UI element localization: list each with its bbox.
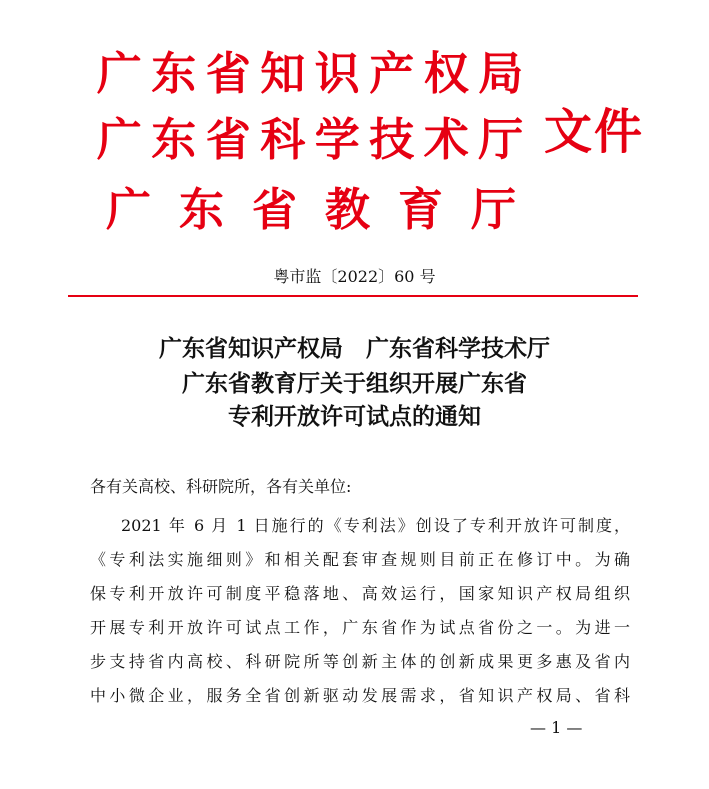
agency-character: 东	[178, 182, 224, 236]
body-line: 中小微企业，服务全省创新驱动发展需求，省知识产权局、省科	[90, 686, 630, 705]
agency-character: 东	[151, 46, 197, 100]
body-line: 保专利开放许可制度平稳落地、高效运行，国家知识产权局组织	[90, 584, 630, 603]
document-title-line-3: 专利开放许可试点的通知	[228, 403, 481, 430]
body-line: 开展专利开放许可试点工作，广东省作为试点省份之一。为进一	[90, 618, 630, 637]
agency-character: 育	[397, 182, 443, 236]
agency-character: 广	[96, 112, 142, 166]
agency-character: 术	[423, 112, 469, 166]
agency-character: 科	[260, 112, 306, 166]
red-divider-line	[68, 295, 638, 297]
agency-character: 知	[260, 46, 306, 100]
agency-character: 省	[205, 46, 251, 100]
agency-character: 权	[423, 46, 469, 100]
agency-education-dept	[92, 180, 530, 238]
agency-science-tech-dept	[92, 110, 528, 168]
document-word: 文件	[544, 104, 645, 160]
agency-ip-office	[92, 44, 528, 102]
agency-character: 省	[205, 112, 251, 166]
agency-character: 技	[369, 112, 415, 166]
document-title-line-1: 广东省知识产权局 广东省科学技术厅	[159, 335, 550, 362]
agency-character: 产	[369, 46, 415, 100]
agency-character: 东	[151, 112, 197, 166]
agency-character: 广	[105, 182, 151, 236]
page-number: — 1 —	[530, 718, 583, 737]
agency-character: 厅	[470, 182, 516, 236]
agency-character: 厅	[478, 112, 524, 166]
agency-character: 识	[314, 46, 360, 100]
body-line: 步支持省内高校、科研院所等创新主体的创新成果更多惠及省内	[90, 652, 630, 671]
body-line: 《专利法实施细则》和相关配套审查规则目前正在修订中。为确	[90, 550, 630, 569]
document-number: 粤市监〔2022〕60 号	[273, 267, 436, 286]
agency-character: 广	[96, 46, 142, 100]
body-line: 2021 年 6 月 1 日施行的《专利法》创设了专利开放许可制度，	[121, 516, 630, 535]
agency-character: 省	[251, 182, 297, 236]
agency-character: 学	[314, 112, 360, 166]
issuing-agencies-header	[92, 40, 652, 236]
salutation: 各有关高校、科研院所，各有关单位:	[90, 477, 352, 496]
document-title-line-2: 广东省教育厅关于组织开展广东省	[182, 370, 527, 397]
agency-character: 局	[478, 46, 524, 100]
agency-character: 教	[324, 182, 370, 236]
